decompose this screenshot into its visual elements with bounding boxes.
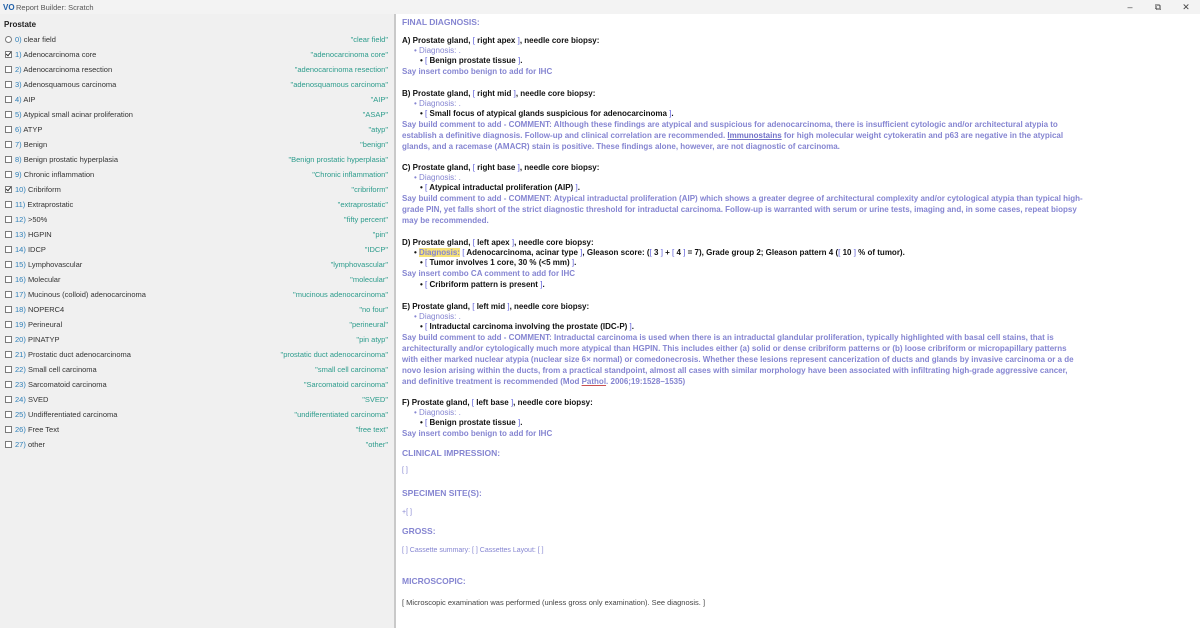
option-number: 22) — [15, 365, 26, 374]
option-number: 20) — [15, 335, 26, 344]
option-text: Perineural — [27, 320, 63, 329]
part-d-tumor[interactable]: • [ Tumor involves 1 core, 30 % (<5 mm) ]. — [420, 258, 577, 267]
clinical-impression-heading: CLINICAL IMPRESSION: — [402, 448, 501, 458]
option-voice-command: "adenocarcinoma core" — [310, 50, 388, 59]
option-number: 23) — [15, 380, 26, 389]
option-row[interactable] — [0, 272, 394, 287]
option-row[interactable] — [0, 212, 394, 227]
option-voice-command: "prostatic duct adenocarcinoma" — [280, 350, 388, 359]
part-c-comment-line1: Say build comment to add - COMMENT: Atypical intraductal proliferation (AIP) which shows a greater degree of architectural complexity and/or cytological atypia than typical high- — [402, 194, 1083, 203]
option-row[interactable] — [0, 47, 394, 62]
checkbox[interactable] — [5, 111, 12, 118]
option-label — [15, 380, 107, 389]
part-e-comment-line3: with either marked nuclear atypia (nuclear size 6× normal) or comedonecrosis. Whether these lesions represent cancerization of ducts and glands by invasive carcinoma or a de — [402, 355, 1074, 364]
option-text: Cribriform — [27, 185, 61, 194]
option-voice-command: "molecular" — [350, 275, 388, 284]
option-label — [15, 155, 118, 164]
option-row[interactable] — [0, 197, 394, 212]
checkbox[interactable] — [5, 141, 12, 148]
option-row[interactable] — [0, 227, 394, 242]
option-row[interactable] — [0, 407, 394, 422]
option-text: IDCP — [27, 245, 46, 254]
gross-heading: GROSS: — [402, 526, 436, 536]
part-f-say: Say insert combo benign to add for IHC — [402, 429, 553, 438]
close-button[interactable] — [1172, 0, 1200, 14]
microscopic-field[interactable]: [ Microscopic examination was performed (unless gross only examination). See diagnosis. ] — [402, 598, 706, 607]
part-c-comment-line3: may be recommended. — [402, 216, 489, 225]
option-row[interactable] — [0, 107, 394, 122]
option-text: AIP — [23, 95, 36, 104]
option-voice-command: "small cell carcinoma" — [315, 365, 388, 374]
checkbox[interactable] — [5, 186, 12, 193]
option-label — [15, 200, 73, 209]
option-row[interactable] — [0, 362, 394, 377]
gross-field[interactable]: [ ] Cassette summary: [ ] Cassettes Layout: [ ] — [402, 547, 544, 554]
option-row[interactable] — [0, 182, 394, 197]
part-b-finding[interactable]: • [ Small focus of atypical glands suspicious for adenocarcinoma ]. — [420, 109, 674, 118]
option-row[interactable] — [0, 287, 394, 302]
part-b-diagnosis[interactable]: • Diagnosis: . — [414, 99, 461, 108]
option-number: 3) — [15, 80, 22, 89]
option-text: Lymphovascular — [27, 260, 83, 269]
option-voice-command: "atyp" — [368, 125, 388, 134]
option-number: 0) — [15, 35, 22, 44]
option-voice-command: "extraprostatic" — [337, 200, 388, 209]
option-number: 5) — [15, 110, 22, 119]
part-a-header: A) Prostate gland, [ right apex ], needle core biopsy: — [402, 36, 600, 45]
option-text: Small cell carcinoma — [27, 365, 97, 374]
option-text: Adenocarcinoma resection — [23, 65, 113, 74]
radio-button[interactable] — [5, 36, 12, 43]
option-voice-command: "other" — [365, 440, 388, 449]
part-e-comment-line5: and definitive treatment is recommended (Mod Pathol. 2006;19:1528–1535) — [402, 377, 686, 386]
option-row[interactable] — [0, 332, 394, 347]
checkbox[interactable] — [5, 216, 12, 223]
window-title: Report Builder: Scratch — [16, 2, 94, 12]
option-row[interactable] — [0, 392, 394, 407]
option-voice-command: "undifferentiated carcinoma" — [294, 410, 388, 419]
option-voice-command: "SVED" — [362, 395, 388, 404]
option-row[interactable] — [0, 152, 394, 167]
option-label — [15, 335, 59, 344]
checkbox[interactable] — [5, 381, 12, 388]
option-voice-command: "perineural" — [349, 320, 388, 329]
specimen-sites-heading: SPECIMEN SITE(S): — [402, 488, 482, 498]
part-e-diagnosis[interactable]: • Diagnosis: . — [414, 312, 461, 321]
option-voice-command: "free text" — [355, 425, 388, 434]
title-bar — [0, 0, 1200, 14]
checkbox[interactable] — [5, 411, 12, 418]
option-number: 17) — [15, 290, 26, 299]
checkbox[interactable] — [5, 441, 12, 448]
part-e-header: E) Prostate gland, [ left mid ], needle core biopsy: — [402, 302, 590, 311]
checkbox[interactable] — [5, 171, 12, 178]
part-f-finding[interactable]: • [ Benign prostate tissue ]. — [420, 418, 523, 427]
checkbox[interactable] — [5, 51, 12, 58]
part-f-diagnosis[interactable]: • Diagnosis: . — [414, 408, 461, 417]
option-label — [15, 440, 45, 449]
option-text: Molecular — [27, 275, 61, 284]
option-voice-command: "ASAP" — [362, 110, 388, 119]
option-label — [15, 395, 48, 404]
option-number: 14) — [15, 245, 26, 254]
app-logo-icon: VO — [3, 2, 15, 12]
minimize-button[interactable] — [1116, 0, 1144, 14]
part-c-comment-line2: grade PIN, yet falls short of the strict diagnostic threshold for intraductal carcinoma. Follow-up is warranted with serum or urine tests, imaging and, in some cases, repeat biopsy — [402, 205, 1077, 214]
restore-button[interactable] — [1144, 0, 1172, 14]
part-c-finding[interactable]: • [ Atypical intraductal proliferation (AIP) ]. — [420, 183, 580, 192]
option-text: clear field — [23, 35, 56, 44]
part-e-finding[interactable]: • [ Intraductal carcinoma involving the prostate (IDC-P) ]. — [420, 322, 635, 331]
checkbox[interactable] — [5, 261, 12, 268]
option-voice-command: "adenocarcinoma resection" — [294, 65, 388, 74]
option-label — [15, 425, 59, 434]
option-voice-command: "adenosquamous carcinoma" — [290, 80, 388, 89]
checkbox[interactable] — [5, 126, 12, 133]
option-number: 4) — [15, 95, 22, 104]
option-label — [15, 290, 146, 299]
option-voice-command: "Benign prostatic hyperplasia" — [288, 155, 388, 164]
option-voice-command: "pin atyp" — [356, 335, 388, 344]
option-voice-command: "Sarcomatoid carcinoma" — [303, 380, 388, 389]
checkbox[interactable] — [5, 321, 12, 328]
option-label — [15, 80, 116, 89]
option-row[interactable] — [0, 122, 394, 137]
part-a-diagnosis[interactable]: • Diagnosis: . — [414, 46, 461, 55]
option-number: 15) — [15, 260, 26, 269]
options-panel — [0, 14, 396, 628]
option-text: NOPERC4 — [27, 305, 65, 314]
part-b-header: B) Prostate gland, [ right mid ], needle core biopsy: — [402, 89, 596, 98]
checkbox[interactable] — [5, 366, 12, 373]
option-row[interactable] — [0, 77, 394, 92]
option-voice-command: "IDCP" — [364, 245, 388, 254]
option-text: Chronic inflammation — [23, 170, 95, 179]
clinical-impression-field[interactable]: [ ] — [402, 467, 408, 474]
option-row[interactable] — [0, 377, 394, 392]
option-text: >50% — [27, 215, 48, 224]
part-b-comment-line1: Say build comment to add - COMMENT: Although these findings are atypical and suspicious for adenocarcinoma, there is insufficient cytologic and/or architectural atypia to — [402, 120, 1058, 129]
report-editor[interactable] — [398, 14, 1200, 628]
diagnosis-highlight[interactable]: Diagnosis: — [419, 248, 460, 257]
option-label — [15, 65, 112, 74]
option-number: 27) — [15, 440, 26, 449]
part-b-comment-line2: establish a definitive diagnosis. Follow-up and clinical correlation are recommended. Immunostains for high molecular weight cytokeratin and p63 are negative in the atypical — [402, 131, 1064, 140]
checkbox[interactable] — [5, 96, 12, 103]
option-row[interactable] — [0, 167, 394, 182]
option-row[interactable] — [0, 242, 394, 257]
option-voice-command: "mucinous adenocarcinoma" — [293, 290, 388, 299]
checkbox[interactable] — [5, 291, 12, 298]
option-number: 24) — [15, 395, 26, 404]
microscopic-heading: MICROSCOPIC: — [402, 576, 466, 586]
part-d-header: D) Prostate gland, [ left apex ], needle core biopsy: — [402, 238, 594, 247]
option-number: 19) — [15, 320, 26, 329]
option-label — [15, 230, 52, 239]
option-label — [15, 365, 97, 374]
option-label — [15, 260, 82, 269]
option-label — [15, 410, 117, 419]
option-voice-command: "fifty percent" — [343, 215, 388, 224]
checkbox[interactable] — [5, 231, 12, 238]
option-text: Undifferentiated carcinoma — [27, 410, 118, 419]
option-number: 10) — [15, 185, 26, 194]
option-voice-command: "lymphovascular" — [330, 260, 388, 269]
option-row[interactable] — [0, 422, 394, 437]
option-label — [15, 110, 133, 119]
option-text: Prostatic duct adenocarcinoma — [27, 350, 131, 359]
option-text: HGPIN — [27, 230, 52, 239]
option-number: 2) — [15, 65, 22, 74]
option-row[interactable] — [0, 62, 394, 77]
option-number: 21) — [15, 350, 26, 359]
checkbox[interactable] — [5, 201, 12, 208]
option-label — [15, 35, 56, 44]
option-number: 6) — [15, 125, 22, 134]
option-row[interactable] — [0, 302, 394, 317]
checkbox[interactable] — [5, 396, 12, 403]
minimize-icon: – — [1127, 2, 1133, 12]
option-number: 9) — [15, 170, 22, 179]
option-text: Mucinous (colloid) adenocarcinoma — [27, 290, 146, 299]
part-e-comment-line4: novo lesion arising within the ducts, from a practical standpoint, almost all cases with similar morphology have been associated with infiltrating high-grade aggressive cancer, — [402, 366, 1068, 375]
checkbox[interactable] — [5, 66, 12, 73]
checkbox[interactable] — [5, 156, 12, 163]
option-voice-command: "benign" — [360, 140, 388, 149]
option-voice-command: "Chronic inflammation" — [312, 170, 388, 179]
option-label — [15, 245, 46, 254]
final-diagnosis-heading: FINAL DIAGNOSIS: — [402, 17, 480, 27]
option-label — [15, 95, 35, 104]
part-d-say: Say insert combo CA comment to add for IHC — [402, 269, 576, 278]
option-text: SVED — [27, 395, 49, 404]
option-row[interactable] — [0, 347, 394, 362]
option-number: 25) — [15, 410, 26, 419]
option-label — [15, 350, 131, 359]
option-text: ATYP — [23, 125, 43, 134]
option-text: other — [27, 440, 46, 449]
part-e-comment-line2: architecturally and/or cytologically much more atypical than HGPIN. This includes either (a) solid or dense cribriform patterns or (b) loose cribriform or micropapillary patterns — [402, 344, 1067, 353]
option-row[interactable] — [0, 437, 394, 452]
checkbox[interactable] — [5, 246, 12, 253]
checkbox[interactable] — [5, 306, 12, 313]
option-number: 26) — [15, 425, 26, 434]
part-a-say: Say insert combo benign to add for IHC — [402, 67, 553, 76]
option-number: 8) — [15, 155, 22, 164]
option-label — [15, 140, 47, 149]
option-row[interactable] — [0, 257, 394, 272]
option-voice-command: "clear field" — [350, 35, 388, 44]
option-label — [15, 305, 64, 314]
option-label — [15, 215, 47, 224]
close-icon: ✕ — [1182, 1, 1190, 12]
option-row[interactable] — [0, 137, 394, 152]
option-number: 7) — [15, 140, 22, 149]
option-number: 12) — [15, 215, 26, 224]
option-text: Sarcomatoid carcinoma — [27, 380, 107, 389]
option-list — [0, 32, 394, 452]
option-text: PINATYP — [27, 335, 60, 344]
option-label — [15, 125, 42, 134]
group-title: Prostate — [4, 20, 37, 29]
option-voice-command: "pin" — [372, 230, 388, 239]
option-label — [15, 320, 62, 329]
option-text: Atypical small acinar proliferation — [23, 110, 133, 119]
option-row[interactable] — [0, 92, 394, 107]
option-row[interactable] — [0, 317, 394, 332]
specimen-sites-field[interactable]: +[ ] — [402, 509, 412, 516]
option-number: 13) — [15, 230, 26, 239]
option-text: Free Text — [27, 425, 60, 434]
option-text: Extraprostatic — [27, 200, 74, 209]
checkbox[interactable] — [5, 426, 12, 433]
option-text: Adenosquamous carcinoma — [23, 80, 117, 89]
part-e-comment-line1: Say build comment to add - COMMENT: Intraductal carcinoma is used when there is an intraductal glandular proliferation, typically highlighted with basal cell stains, that is — [402, 333, 1054, 342]
checkbox[interactable] — [5, 81, 12, 88]
part-c-header: C) Prostate gland, [ right base ], needle core biopsy: — [402, 163, 600, 172]
option-label — [15, 275, 60, 284]
option-text: Benign — [23, 140, 48, 149]
part-d-diagnosis[interactable]: • Diagnosis: [ Adenocarcinoma, acinar type ], Gleason score: ([ 3 ] + [ 4 ] = 7), Grade group 2; Gleason pattern 4 ([ 10 ] % of tumor). — [414, 248, 905, 257]
option-number: 1) — [15, 50, 22, 59]
option-label — [15, 185, 61, 194]
option-number: 11) — [15, 200, 26, 209]
option-voice-command: "no four" — [359, 305, 388, 314]
part-a-finding[interactable]: • [ Benign prostate tissue ]. — [420, 56, 523, 65]
window-controls — [1116, 0, 1200, 14]
option-text: Benign prostatic hyperplasia — [23, 155, 118, 164]
option-voice-command: "cribriform" — [351, 185, 388, 194]
part-d-cribriform[interactable]: • [ Cribriform pattern is present ]. — [420, 280, 545, 289]
option-voice-command: "AIP" — [370, 95, 388, 104]
option-label — [15, 170, 94, 179]
checkbox[interactable] — [5, 336, 12, 343]
restore-icon: ⧉ — [1154, 1, 1162, 12]
checkbox[interactable] — [5, 351, 12, 358]
checkbox[interactable] — [5, 276, 12, 283]
option-label — [15, 50, 96, 59]
part-f-header: F) Prostate gland, [ left base ], needle core biopsy: — [402, 398, 593, 407]
option-row[interactable] — [0, 32, 394, 47]
part-b-comment-line3: glands, and a racemase (AMACR) stain is positive. These findings alone, however, are not diagnostic of carcinoma. — [402, 142, 840, 151]
option-number: 18) — [15, 305, 26, 314]
option-text: Adenocarcinoma core — [23, 50, 97, 59]
option-number: 16) — [15, 275, 26, 284]
part-c-diagnosis[interactable]: • Diagnosis: . — [414, 173, 461, 182]
